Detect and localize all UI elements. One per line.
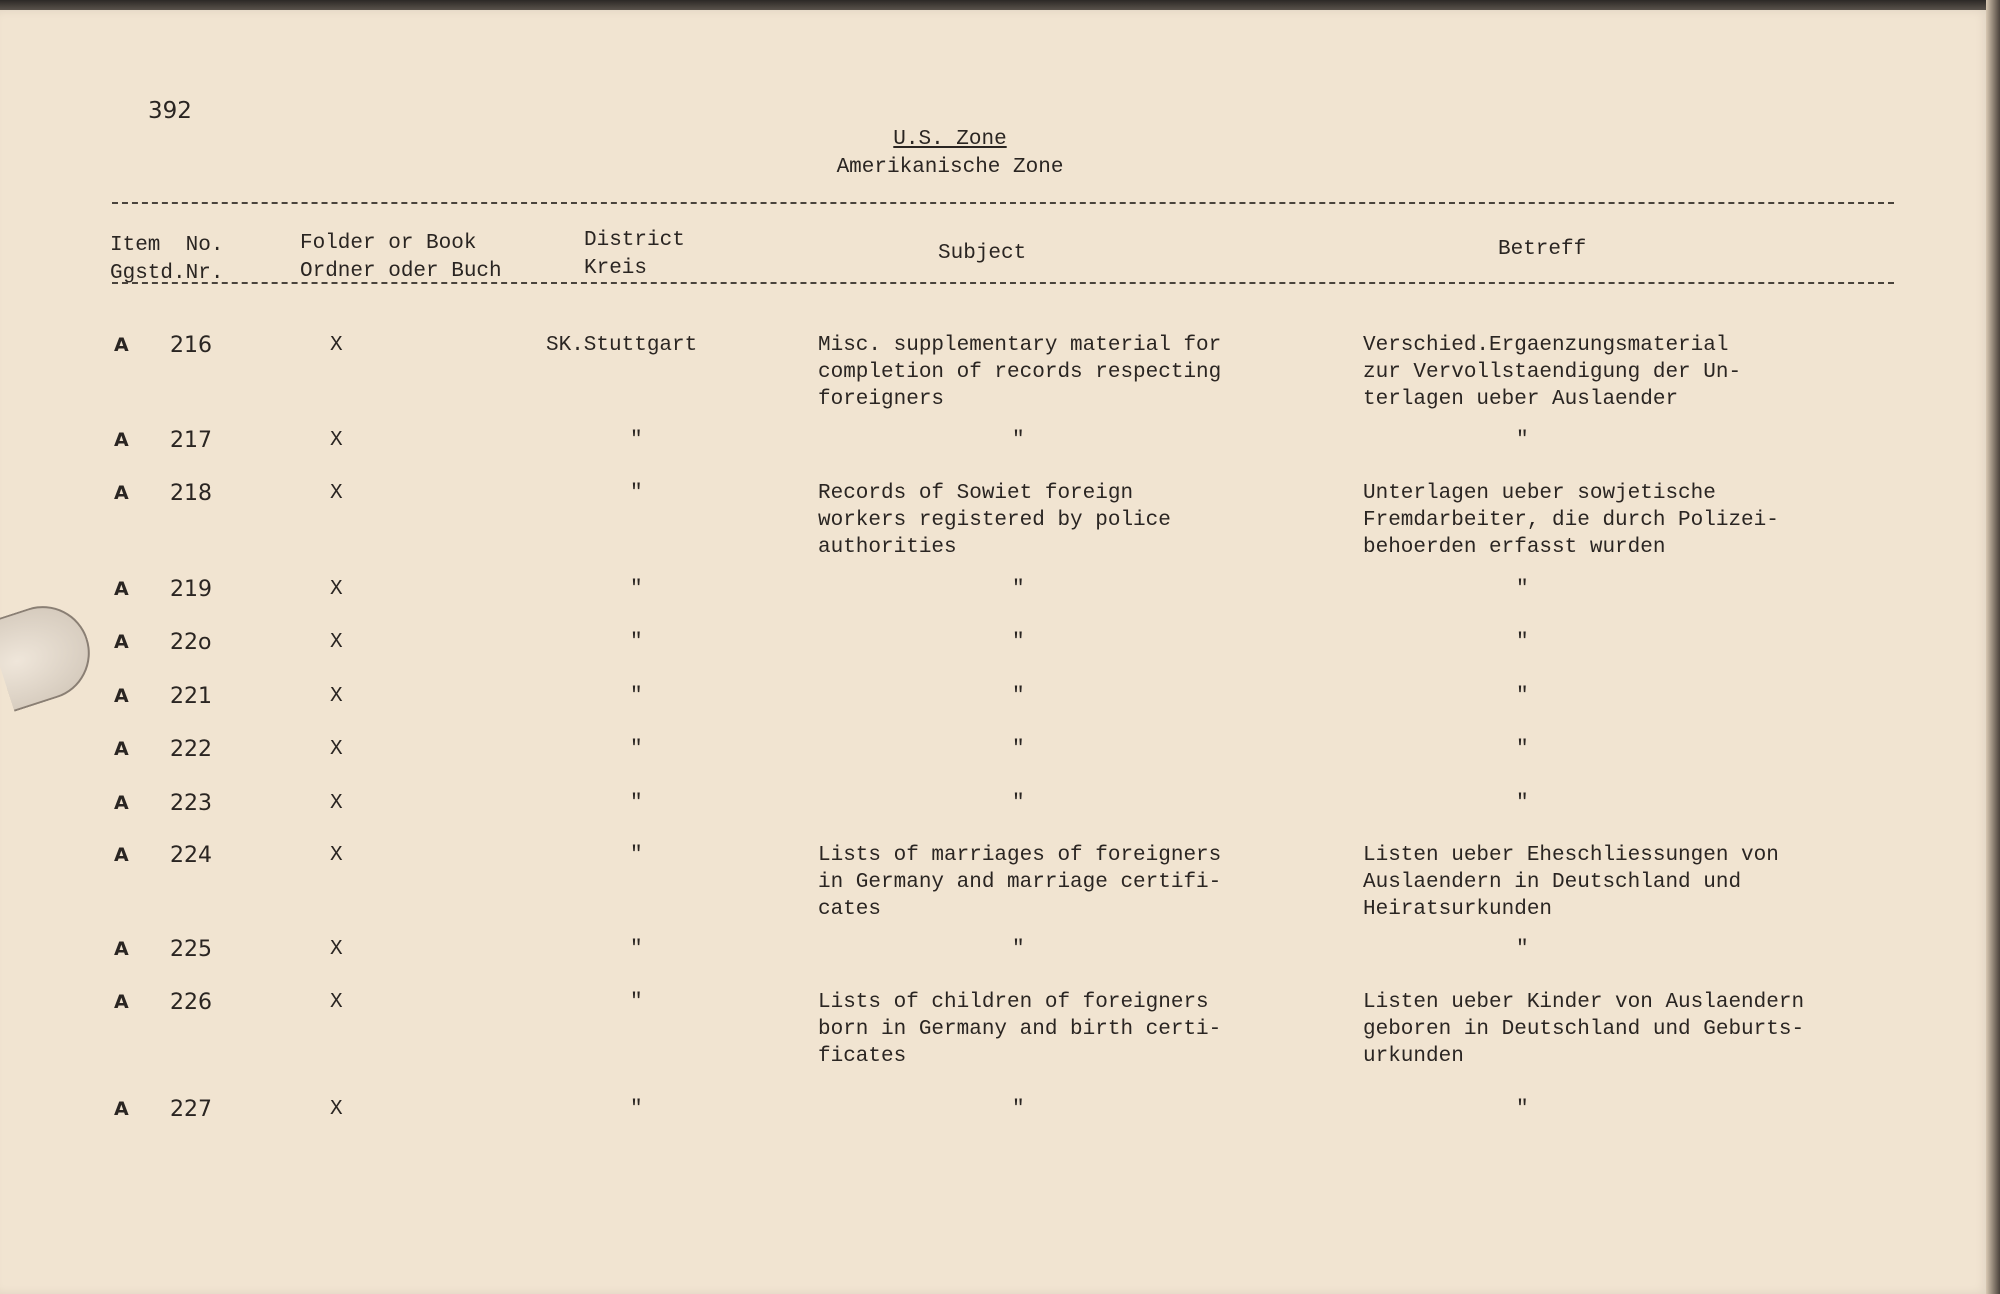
cell-subject: "	[1012, 792, 1025, 815]
cell-subject: Records of Sowiet foreign workers registered by police authorities	[818, 482, 1171, 559]
cell-letter: A	[114, 1098, 129, 1120]
cell-district: "	[630, 685, 643, 708]
cell-district: SK.Stuttgart	[546, 334, 698, 357]
cell-district: "	[630, 991, 643, 1014]
cell-num: 226	[170, 990, 212, 1015]
cell-folder: X	[330, 1098, 343, 1121]
cell-num: 227	[170, 1097, 212, 1122]
cell-subject: "	[1012, 738, 1025, 761]
cell-district: "	[630, 792, 643, 815]
cell-district: "	[630, 578, 643, 601]
cell-num: 217	[170, 428, 212, 453]
cell-folder: X	[330, 482, 343, 505]
zone-subtitle: Amerikanische Zone	[836, 156, 1064, 179]
cell-folder: X	[330, 685, 343, 708]
cell-betreff: Unterlagen ueber sowjetische Fremdarbeiter, die durch Polizei- behoerden erfasst wurden	[1363, 482, 1779, 559]
cell-subject: Misc. supplementary material for completion of records respecting foreigners	[818, 334, 1222, 411]
cell-betreff: "	[1516, 631, 1529, 654]
cell-letter: A	[114, 991, 129, 1013]
cell-letter: A	[114, 334, 129, 356]
cell-subject: "	[1012, 685, 1025, 708]
page-number: 392	[148, 98, 192, 124]
cell-betreff: Listen ueber Eheschliessungen von Auslaendern in Deutschland und Heiratsurkunden	[1363, 844, 1779, 921]
cell-num: 219	[170, 577, 212, 602]
cell-district: "	[630, 429, 643, 452]
zone-title	[700, 128, 1200, 151]
header-subject: Subject	[938, 242, 1027, 265]
cell-subject: "	[1012, 578, 1025, 601]
cell-subject: "	[1012, 1098, 1025, 1121]
page-edge	[1986, 0, 2000, 1294]
cell-betreff: "	[1516, 792, 1529, 815]
cell-num: 216	[170, 333, 212, 358]
cell-num: 225	[170, 937, 212, 962]
cell-folder: X	[330, 631, 343, 654]
cell-letter: A	[114, 429, 129, 451]
cell-num: 218	[170, 481, 212, 506]
cell-letter: A	[114, 482, 129, 504]
cell-folder: X	[330, 792, 343, 815]
cell-district: "	[630, 631, 643, 654]
cell-letter: A	[114, 938, 129, 960]
cell-betreff: "	[1516, 1098, 1529, 1121]
header-folder: Folder or Book Ordner oder Buch	[300, 232, 502, 283]
header-top-rule	[112, 202, 1894, 204]
header-betreff: Betreff	[1498, 238, 1587, 261]
cell-folder: X	[330, 429, 343, 452]
cell-folder: X	[330, 578, 343, 601]
cell-num: 221	[170, 684, 212, 709]
cell-num: 223	[170, 791, 212, 816]
cell-betreff: "	[1516, 938, 1529, 961]
header-district: District Kreis	[584, 229, 685, 280]
cell-folder: X	[330, 334, 343, 357]
document-page	[0, 10, 1990, 1294]
cell-num: 224	[170, 843, 212, 868]
cell-district: "	[630, 844, 643, 867]
cell-district: "	[630, 1098, 643, 1121]
cell-letter: A	[114, 578, 129, 600]
cell-betreff: "	[1516, 685, 1529, 708]
page-tab-marker	[0, 594, 102, 712]
cell-letter: A	[114, 685, 129, 707]
cell-subject: "	[1012, 938, 1025, 961]
cell-subject: "	[1012, 631, 1025, 654]
header-item: Item No. Ggstd.Nr.	[110, 234, 224, 285]
cell-subject: Lists of children of foreigners born in Germany and birth certi- ficates	[818, 991, 1222, 1068]
cell-letter: A	[114, 738, 129, 760]
cell-betreff: "	[1516, 578, 1529, 601]
cell-folder: X	[330, 938, 343, 961]
cell-district: "	[630, 738, 643, 761]
cell-num: 222	[170, 737, 212, 762]
cell-district: "	[630, 938, 643, 961]
cell-letter: A	[114, 631, 129, 653]
cell-num: 22o	[170, 630, 212, 655]
cell-subject: Lists of marriages of foreigners in Germany and marriage certifi- cates	[818, 844, 1222, 921]
cell-betreff: "	[1516, 429, 1529, 452]
cell-betreff: Listen ueber Kinder von Auslaendern geboren in Deutschland und Geburts- urkunden	[1363, 991, 1805, 1068]
cell-folder: X	[330, 844, 343, 867]
cell-district: "	[630, 482, 643, 505]
cell-subject: "	[1012, 429, 1025, 452]
cell-folder: X	[330, 738, 343, 761]
cell-letter: A	[114, 792, 129, 814]
cell-betreff: "	[1516, 738, 1529, 761]
cell-letter: A	[114, 844, 129, 866]
cell-betreff: Verschied.Ergaenzungsmaterial zur Vervollstaendigung der Un- terlagen ueber Auslaender	[1363, 334, 1742, 411]
zone-title-text: U.S. Zone	[893, 128, 1007, 151]
header-bottom-rule	[112, 282, 1894, 284]
cell-folder: X	[330, 991, 343, 1014]
